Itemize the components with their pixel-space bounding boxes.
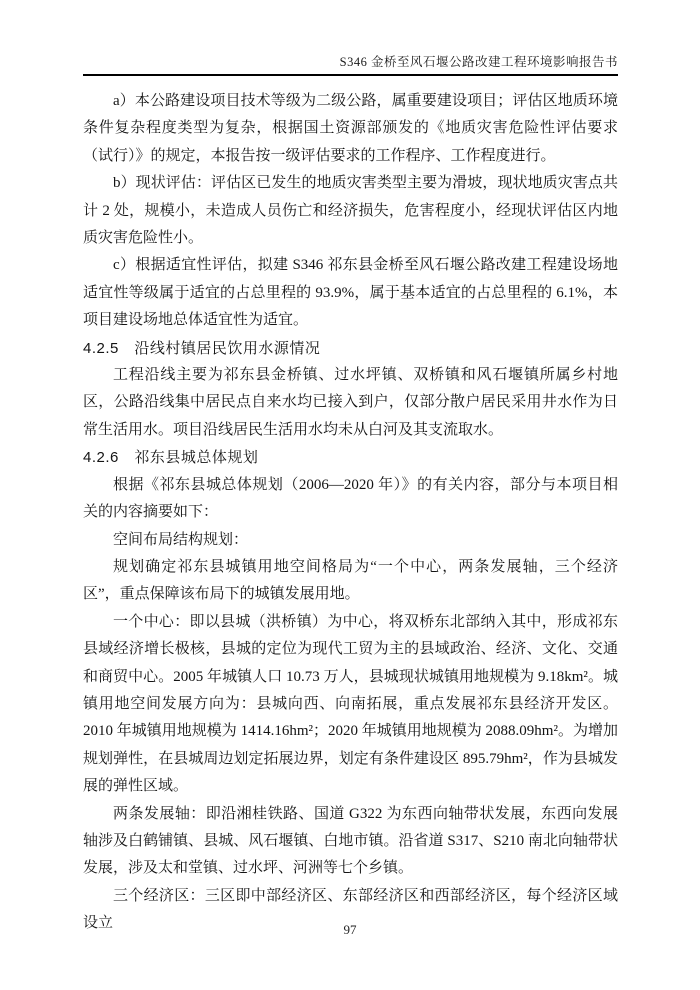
para-b-status-eval: b）现状评估：评估区已发生的地质灾害类型主要为滑坡，现状地质灾害点共计 2 处，规模小，未造成人员伤亡和经济损失，危害程度小，经现状评估区内地质灾害危险性小。 <box>83 175 618 247</box>
para-layout-pattern: 规划确定祁东县城镇用地空间格局为“一个中心，两条发展轴，三个经济区”，重点保障该布局下的城镇发展用地。 <box>83 558 618 603</box>
heading-4-2-6: 4.2.6 祁东县城总体规划 <box>83 449 259 467</box>
page-header-title: S346 金桥至风石堰公路改建工程环境影响报告书 <box>339 55 618 69</box>
para-drinking-water: 工程沿线主要为祁东县金桥镇、过水坪镇、双桥镇和风石堰镇所属乡村地区，公路沿线集中居民点自来水均已接入到户，仅部分散户居民采用井水作为日常生活用水。项目沿线居民生活用水均未从白河及其支流取水。 <box>83 367 618 438</box>
para-three-zones: 三个经济区：三区即中部经济区、东部经济区和西部经济区，每个经济区域设立 <box>83 887 618 932</box>
para-one-center: 一个中心：即以县城（洪桥镇）为中心，将双桥东北部纳入其中，形成祁东县域经济增长极核，县城的定位为现代工贸为主的县域政治、经济、文化、交通和商贸中心。2005 年城镇人口 10.73 万人，县城现状城镇用地规模为 9.18km²。城镇用地空间发展方向为：县城向西、向南拓展，重点发展祁东县经济开发区。2010 年城镇用地规模为 1414.16hm²；2020 年城镇用地规模为 2088.09hm²。为增加规划弹性，在县城周边划定拓展边界，划定有条件建设区 895.79hm²，作为县城发展的弹性区域。 <box>83 613 618 795</box>
para-plan-intro: 根据《祁东县城总体规划（2006—2020 年）》的有关内容，部分与本项目相关的内容摘要如下： <box>83 476 618 521</box>
para-c-suitability: c）根据适宜性评估，拟建 S346 祁东县金桥至风石堰公路改建工程建设场地适宜性等级属于适宜的占总里程的 93.9%，属于基本适宜的占总里程的 6.1%，本项目建设场地总体适宜性为适宜。 <box>83 257 618 329</box>
para-two-axes: 两条发展轴：即沿湘桂铁路、国道 G322 为东西向轴带状发展，东西向发展轴涉及白鹤铺镇、县城、风石堰镇、白地市镇。沿省道 S317、S210 南北向轴带状发展，涉及太和堂镇、过水坪、河洲等七个乡镇。 <box>83 805 618 877</box>
page-number: 97 <box>343 922 357 937</box>
para-spatial-layout: 空间布局结构规划： <box>113 531 249 548</box>
para-a-grade: a）本公路建设项目技术等级为二级公路，属重要建设项目；评估区地质环境条件复杂程度类型为复杂，根据国土资源部颁发的《地质灾害危险性评估要求（试行）》的规定，本报告按一级评估要求的工作程序、工作程度进行。 <box>83 93 618 164</box>
document-body <box>83 88 618 938</box>
heading-4-2-5: 4.2.5 沿线村镇居民饮用水源情况 <box>83 339 321 357</box>
header-rule <box>83 74 618 76</box>
